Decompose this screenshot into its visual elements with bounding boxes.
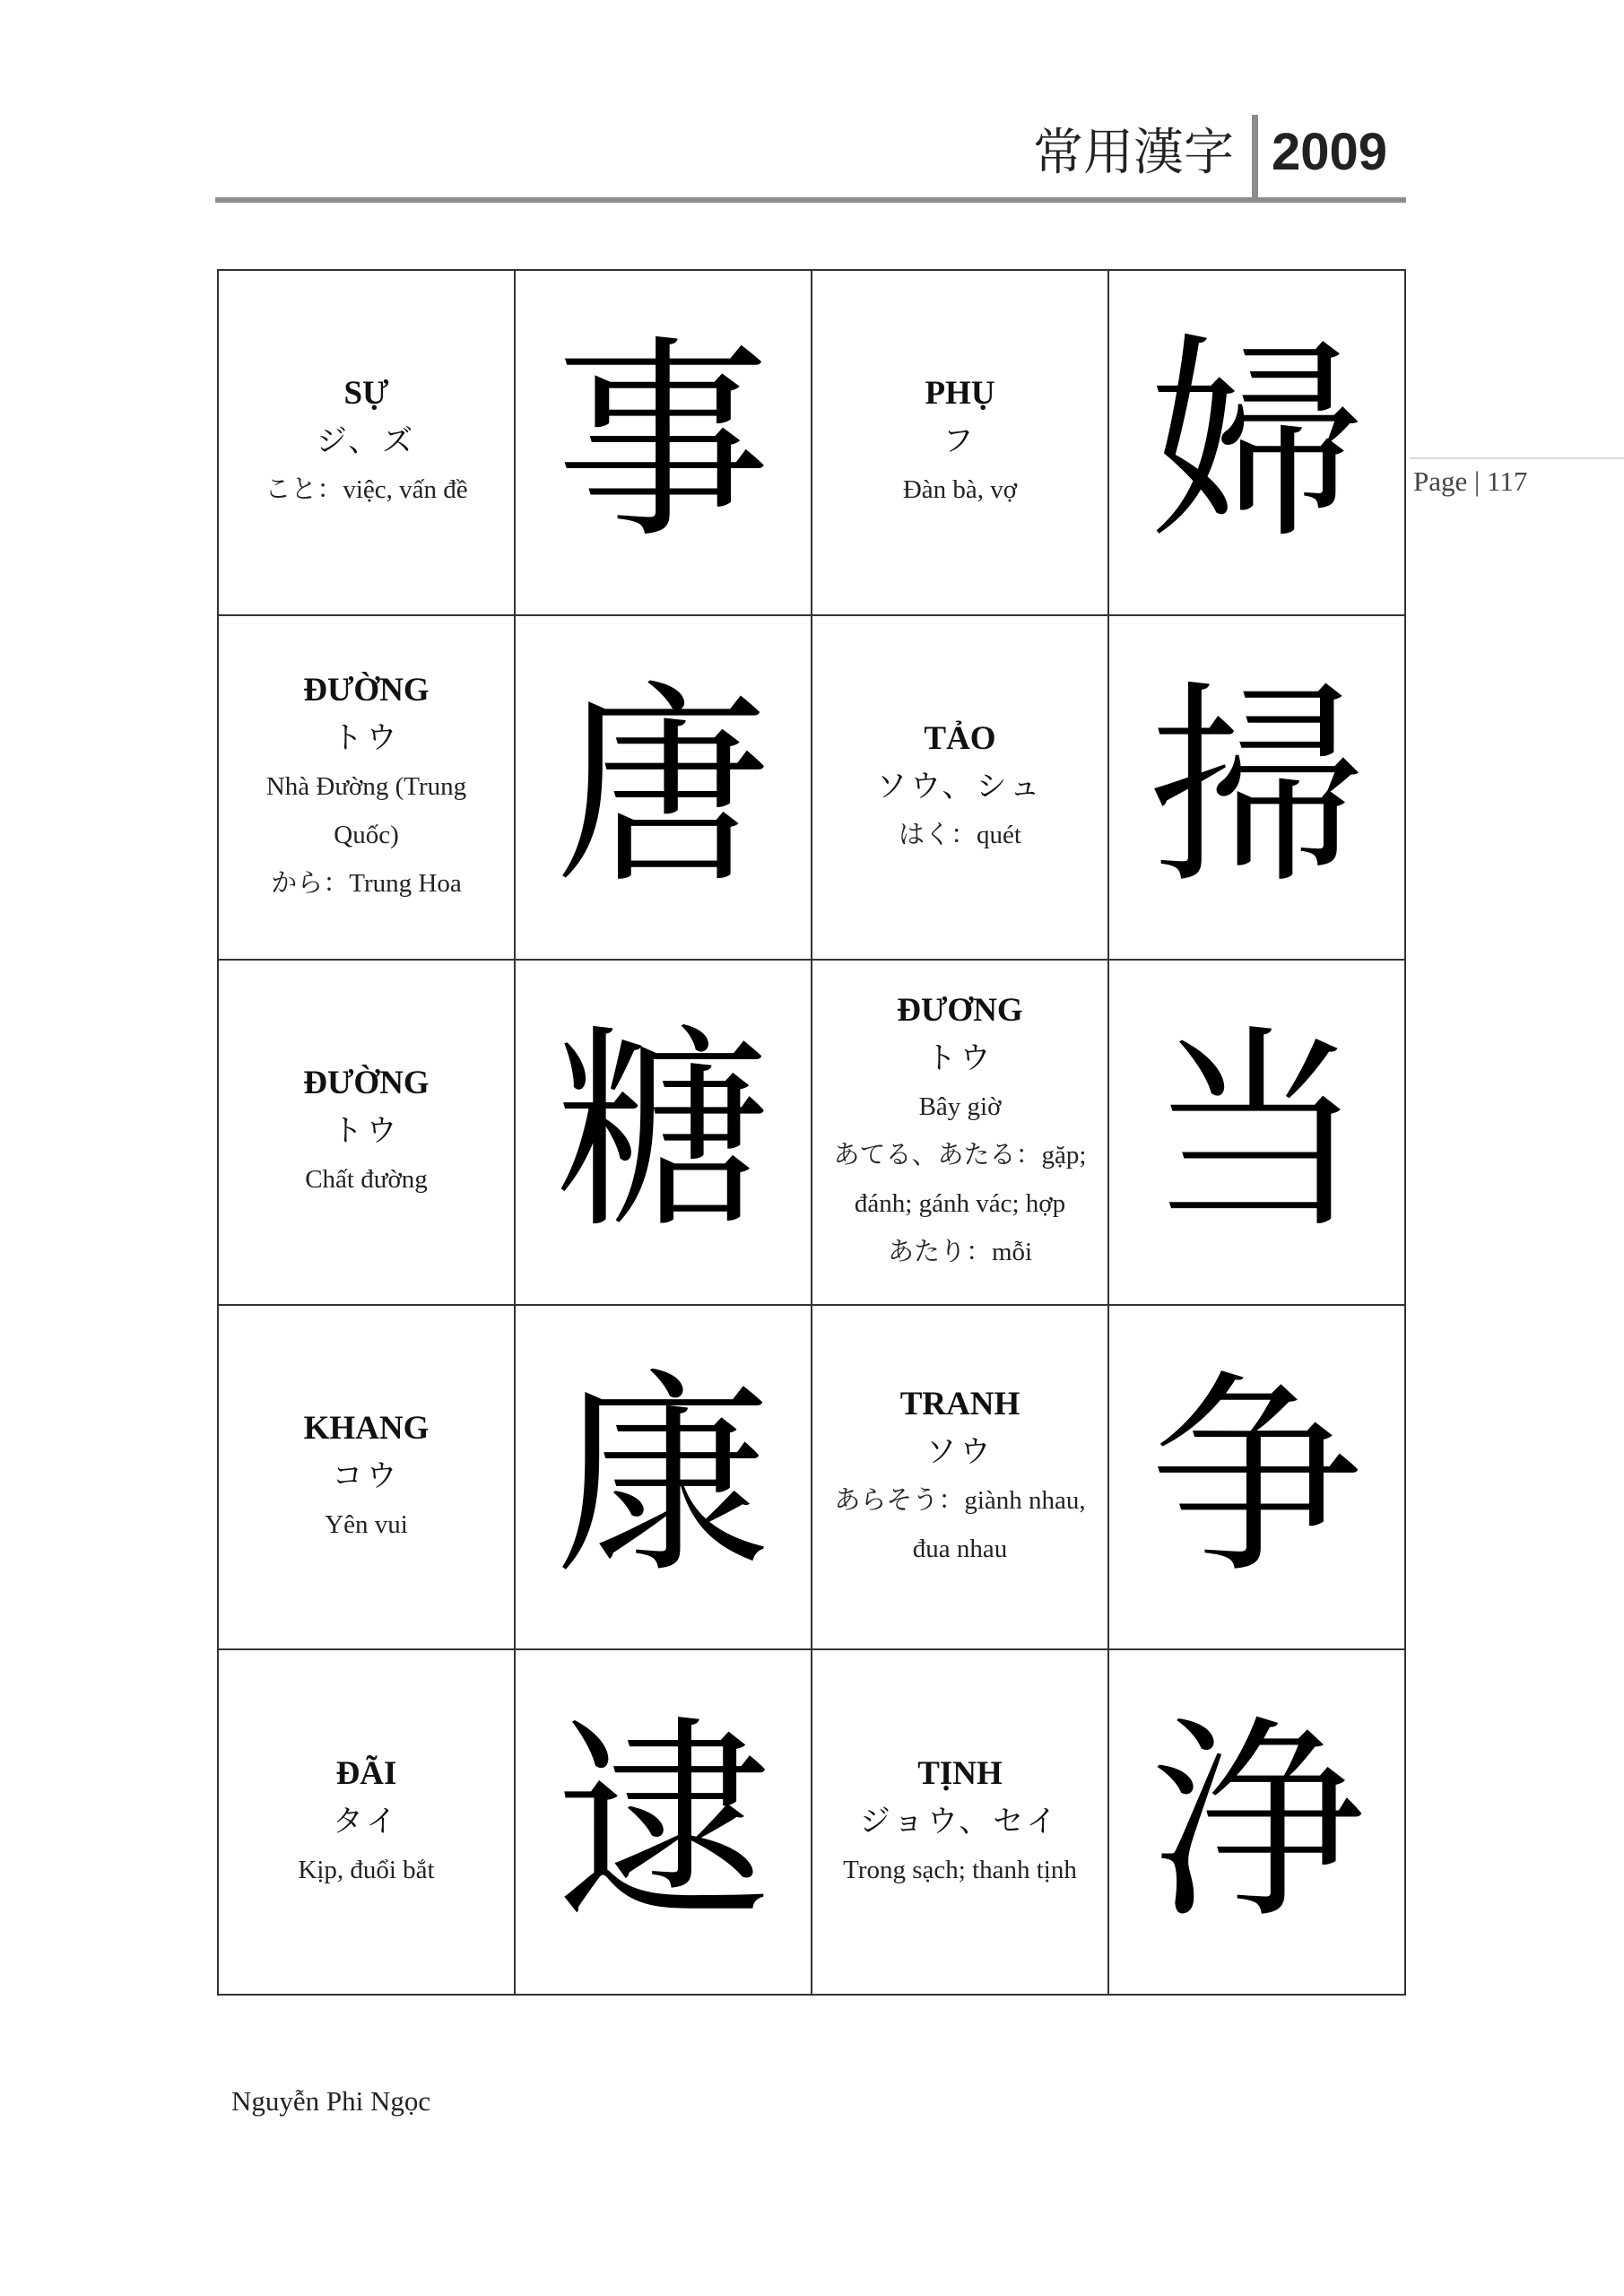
sino-vietnamese-reading: ĐÃI: [335, 1754, 397, 1792]
sino-vietnamese-reading: ĐƯỜNG: [303, 671, 430, 709]
meaning-line: Đàn bà, vợ: [902, 475, 1018, 505]
meaning-line: Quốc): [334, 820, 399, 849]
entry-info-cell: [219, 616, 516, 961]
meaning-line: Chất đường: [305, 1165, 428, 1195]
meaning-line: Yên vui: [325, 1510, 408, 1540]
entry-info-cell: [812, 271, 1109, 616]
meaning-line: あたり：mỗi: [887, 1238, 1033, 1267]
on-reading: ソウ、シュ: [876, 768, 1044, 804]
page-number: Page | 117: [1413, 465, 1528, 497]
on-reading: トウ: [925, 1040, 994, 1077]
page-number-rule: [1410, 457, 1624, 459]
entry-info-cell: [219, 1306, 516, 1651]
kanji-cell: [1109, 1650, 1406, 1996]
meaning-line: Kịp, đuổi bắt: [298, 1855, 435, 1884]
sino-vietnamese-reading: ĐƯỜNG: [303, 1065, 430, 1102]
kanji-character: 掃: [1149, 661, 1365, 913]
meaning-line: Trong sạch; thanh tịnh: [843, 1855, 1077, 1884]
kanji-character: 唐: [555, 661, 771, 913]
entry-info-cell: [812, 616, 1109, 961]
on-reading: フ: [942, 423, 977, 460]
meaning-line: Nhà Đường (Trung: [265, 771, 467, 801]
on-reading: タイ: [332, 1803, 401, 1839]
entry-info-cell: [812, 961, 1109, 1306]
kanji-cell: [516, 271, 812, 616]
entry-info-cell: [812, 1306, 1109, 1651]
kanji-character: 婦: [1149, 317, 1365, 569]
entry-info-cell: [219, 1650, 516, 1996]
kanji-table: [217, 269, 1406, 1996]
kanji-character: 康: [555, 1352, 771, 1604]
on-reading: ジ、ズ: [316, 423, 417, 460]
kanji-cell: [516, 961, 812, 1306]
kanji-cell: [516, 616, 812, 961]
header-year: 2009: [1272, 123, 1388, 181]
sino-vietnamese-reading: TỊNH: [917, 1754, 1003, 1792]
meaning-line: đua nhau: [912, 1535, 1008, 1564]
footer-author: Nguyễn Phi Ngọc: [231, 2085, 431, 2117]
sino-vietnamese-reading: SỰ: [343, 375, 389, 413]
sino-vietnamese-reading: PHỤ: [925, 375, 995, 413]
kanji-cell: [1109, 961, 1406, 1306]
kanji-character: 糖: [555, 1006, 771, 1258]
meaning-line: はく：quét: [899, 820, 1021, 849]
kanji-cell: [1109, 616, 1406, 961]
kanji-cell: [1109, 1306, 1406, 1651]
entry-info-cell: [219, 961, 516, 1306]
meaning-line: から：Trung Hoa: [271, 868, 462, 898]
sino-vietnamese-reading: KHANG: [303, 1410, 430, 1448]
meaning-line: あてる、あたる：gặp;: [833, 1141, 1087, 1170]
meaning-line: đánh; gánh vác; hợp: [854, 1189, 1066, 1219]
kanji-character: 逮: [555, 1696, 771, 1948]
kanji-character: 争: [1149, 1352, 1365, 1604]
on-reading: ソウ: [925, 1434, 994, 1471]
sino-vietnamese-reading: TRANH: [899, 1386, 1020, 1423]
kanji-character: 事: [555, 317, 771, 569]
sino-vietnamese-reading: ĐƯƠNG: [897, 992, 1023, 1030]
entry-info-cell: [812, 1650, 1109, 1996]
meaning-line: こと：việc, vấn đề: [265, 475, 468, 505]
on-reading: トウ: [332, 1113, 401, 1150]
kanji-cell: [1109, 271, 1406, 616]
on-reading: トウ: [332, 719, 401, 756]
header-divider: [1252, 115, 1258, 201]
on-reading: コウ: [332, 1458, 401, 1495]
kanji-cell: [516, 1306, 812, 1651]
kanji-cell: [516, 1650, 812, 1996]
header-title: 常用漢字: [1033, 124, 1234, 182]
entry-info-cell: [219, 271, 516, 616]
meaning-line: あらそう：giành nhau,: [834, 1486, 1086, 1516]
meaning-line: Bây giờ: [918, 1092, 1002, 1122]
on-reading: ジョウ、セイ: [859, 1803, 1061, 1839]
kanji-character: 当: [1149, 1006, 1365, 1258]
sino-vietnamese-reading: TẢO: [924, 719, 996, 757]
header-rule: [215, 197, 1406, 203]
kanji-character: 浄: [1149, 1696, 1365, 1948]
